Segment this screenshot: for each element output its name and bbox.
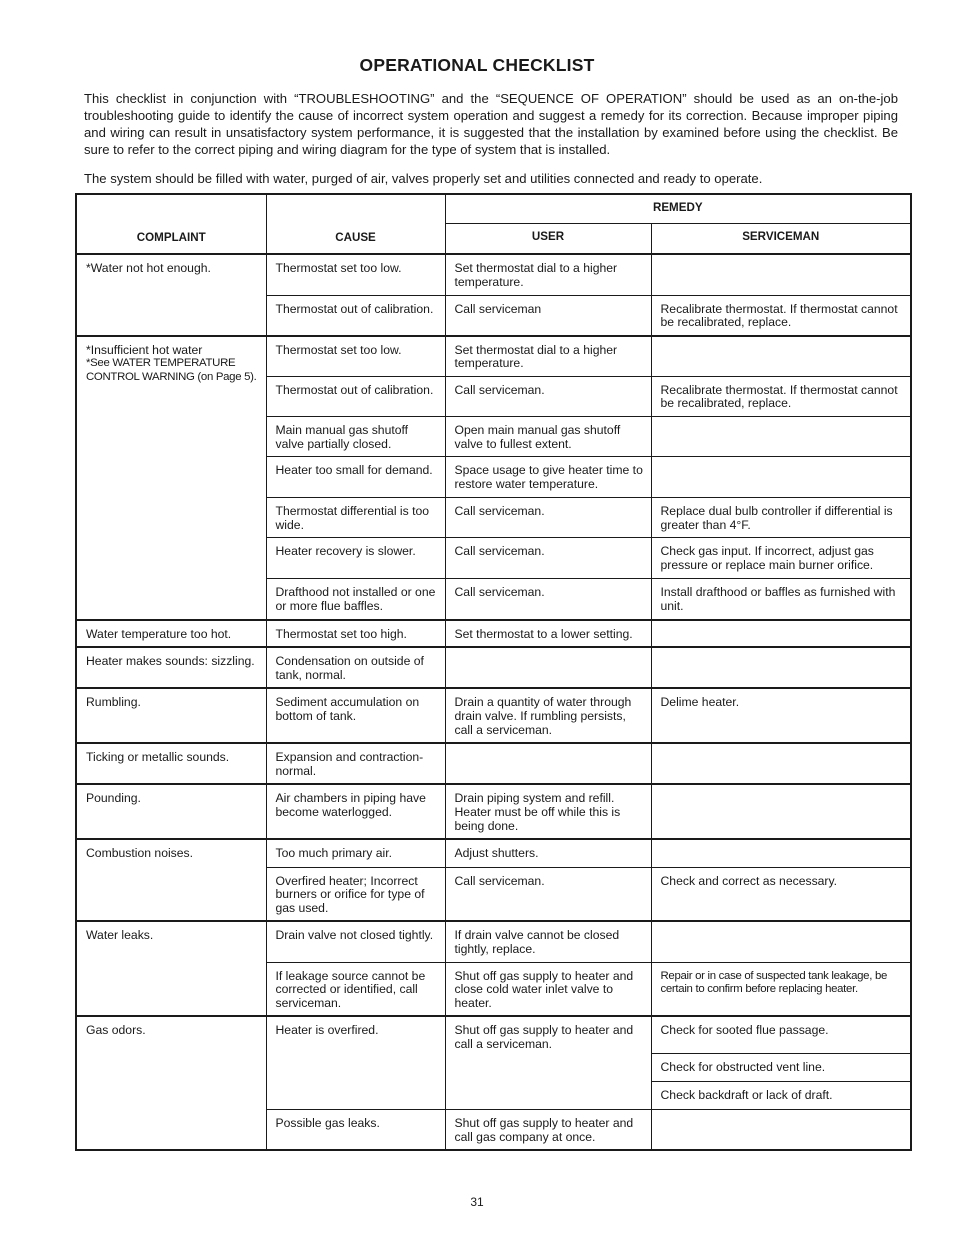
complaint-cell [76, 336, 266, 620]
complaint-cell: Rumbling. [76, 688, 266, 743]
user-cell: Shut off gas supply to heater and call gas company at once. [445, 1109, 651, 1150]
cause-cell: Thermostat out of calibration. [266, 376, 445, 416]
cause-cell: Thermostat set too low. [266, 254, 445, 295]
serviceman-cell: Repair or in case of suspected tank leakage, be certain to confirm before replacing heater. [651, 962, 911, 1016]
user-cell: Drain a quantity of water through drain valve. If rumbling persists, call a serviceman. [445, 688, 651, 743]
page-title: OPERATIONAL CHECKLIST [359, 55, 595, 75]
cause-cell: Air chambers in piping have become waterlogged. [266, 784, 445, 839]
header-serviceman: SERVICEMAN [651, 224, 911, 255]
complaint-text: *Insufficient hot water [86, 342, 203, 357]
user-cell: Open main manual gas shutoff valve to fullest extent. [445, 417, 651, 457]
user-cell: Call serviceman. [445, 538, 651, 579]
serviceman-cell [651, 1109, 911, 1150]
serviceman-cell [651, 921, 911, 962]
serviceman-cell: Install drafthood or baffles as furnished with unit. [651, 579, 911, 620]
intro-paragraph: This checklist in conjunction with “TROUBLESHOOTING” and the “SEQUENCE OF OPERATION” should be used as an on-the-job troubleshooting guide to identify the cause of incorrect system operation and suggest a remedy for its correction. Because improper piping and wiring can result in unsatisfactory system performance, it is suggested that the installation by examined before using the checklist. Be sure to refer to the correct piping and wiring diagram for the type of system that is installed. [84, 91, 898, 157]
cause-cell: Heater is overfired. [266, 1016, 445, 1109]
serviceman-cell: Check backdraft or lack of draft. [651, 1081, 911, 1109]
serviceman-cell [651, 336, 911, 377]
table-row [76, 254, 911, 295]
user-cell: Drain piping system and refill. Heater must be off while this is being done. [445, 784, 651, 839]
cause-cell: Heater too small for demand. [266, 457, 445, 498]
cause-cell: Heater recovery is slower. [266, 538, 445, 579]
header-remedy: REMEDY [445, 194, 911, 224]
cause-cell: Drafthood not installed or one or more flue baffles. [266, 579, 445, 620]
table-row [76, 784, 911, 839]
user-cell: Adjust shutters. [445, 839, 651, 867]
serviceman-cell: Check gas input. If incorrect, adjust gas pressure or replace main burner orifice. [651, 538, 911, 579]
cause-cell: Expansion and contraction-normal. [266, 743, 445, 784]
complaint-cell: Pounding. [76, 784, 266, 839]
complaint-cell: *Water not hot enough. [76, 254, 266, 336]
page-number: 31 [470, 1195, 484, 1209]
complaint-note: *See WATER TEMPERATURE CONTROL WARNING (on Page 5). [86, 357, 257, 383]
complaint-cell: Heater makes sounds: sizzling. [76, 647, 266, 688]
cause-cell: Possible gas leaks. [266, 1109, 445, 1150]
serviceman-cell: Recalibrate thermostat. If thermostat cannot be recalibrated, replace. [651, 376, 911, 416]
user-cell: Call serviceman. [445, 867, 651, 921]
user-cell: If drain valve cannot be closed tightly, replace. [445, 921, 651, 962]
complaint-cell: Combustion noises. [76, 839, 266, 921]
table-row [76, 743, 911, 784]
cause-cell: Thermostat set too low. [266, 336, 445, 377]
complaint-cell: Water leaks. [76, 921, 266, 1016]
header-complaint: COMPLAINT [76, 194, 266, 254]
user-cell [445, 743, 651, 784]
user-cell: Set thermostat to a lower setting. [445, 620, 651, 648]
operational-checklist-table [75, 193, 912, 1151]
complaint-cell: Ticking or metallic sounds. [76, 743, 266, 784]
serviceman-cell: Recalibrate thermostat. If thermostat cannot be recalibrated, replace. [651, 295, 911, 336]
user-cell: Set thermostat dial to a higher temperature. [445, 336, 651, 377]
header-row-1 [76, 194, 911, 224]
cause-cell: Too much primary air. [266, 839, 445, 867]
serviceman-cell: Delime heater. [651, 688, 911, 743]
serviceman-cell: Replace dual bulb controller if differential is greater than 4°F. [651, 498, 911, 538]
serviceman-cell: Check and correct as necessary. [651, 867, 911, 921]
header-user: USER [445, 224, 651, 255]
user-cell: Shut off gas supply to heater and call a serviceman. [445, 1016, 651, 1109]
serviceman-cell [651, 254, 911, 295]
table-row [76, 1016, 911, 1053]
table-row [76, 620, 911, 648]
cause-cell: Thermostat differential is too wide. [266, 498, 445, 538]
cause-cell: Thermostat set too high. [266, 620, 445, 648]
table-row [76, 839, 911, 867]
user-cell: Call serviceman. [445, 498, 651, 538]
serviceman-cell [651, 743, 911, 784]
cause-cell: Condensation on outside of tank, normal. [266, 647, 445, 688]
intro-note: The system should be filled with water, purged of air, valves properly set and utilities connected and ready to operate. [84, 171, 763, 186]
user-cell: Shut off gas supply to heater and close cold water inlet valve to heater. [445, 962, 651, 1016]
serviceman-cell [651, 620, 911, 648]
user-cell: Call serviceman [445, 295, 651, 336]
complaint-cell: Water temperature too hot. [76, 620, 266, 648]
serviceman-cell: Check for obstructed vent line. [651, 1053, 911, 1081]
cause-cell: Thermostat out of calibration. [266, 295, 445, 336]
cause-cell: Sediment accumulation on bottom of tank. [266, 688, 445, 743]
serviceman-cell [651, 647, 911, 688]
cause-cell: If leakage source cannot be corrected or identified, call serviceman. [266, 962, 445, 1016]
serviceman-cell [651, 417, 911, 457]
header-cause: CAUSE [266, 194, 445, 254]
complaint-cell: Gas odors. [76, 1016, 266, 1150]
user-cell: Call serviceman. [445, 376, 651, 416]
serviceman-cell [651, 457, 911, 498]
table-row [76, 688, 911, 743]
user-cell [445, 647, 651, 688]
cause-cell: Main manual gas shutoff valve partially closed. [266, 417, 445, 457]
serviceman-cell: Check for sooted flue passage. [651, 1016, 911, 1053]
table-row [76, 336, 911, 377]
serviceman-cell [651, 839, 911, 867]
table-row [76, 921, 911, 962]
user-cell: Set thermostat dial to a higher temperature. [445, 254, 651, 295]
serviceman-cell [651, 784, 911, 839]
user-cell: Space usage to give heater time to restore water temperature. [445, 457, 651, 498]
table-row [76, 647, 911, 688]
cause-cell: Overfired heater; Incorrect burners or orifice for type of gas used. [266, 867, 445, 921]
cause-cell: Drain valve not closed tightly. [266, 921, 445, 962]
user-cell: Call serviceman. [445, 579, 651, 620]
